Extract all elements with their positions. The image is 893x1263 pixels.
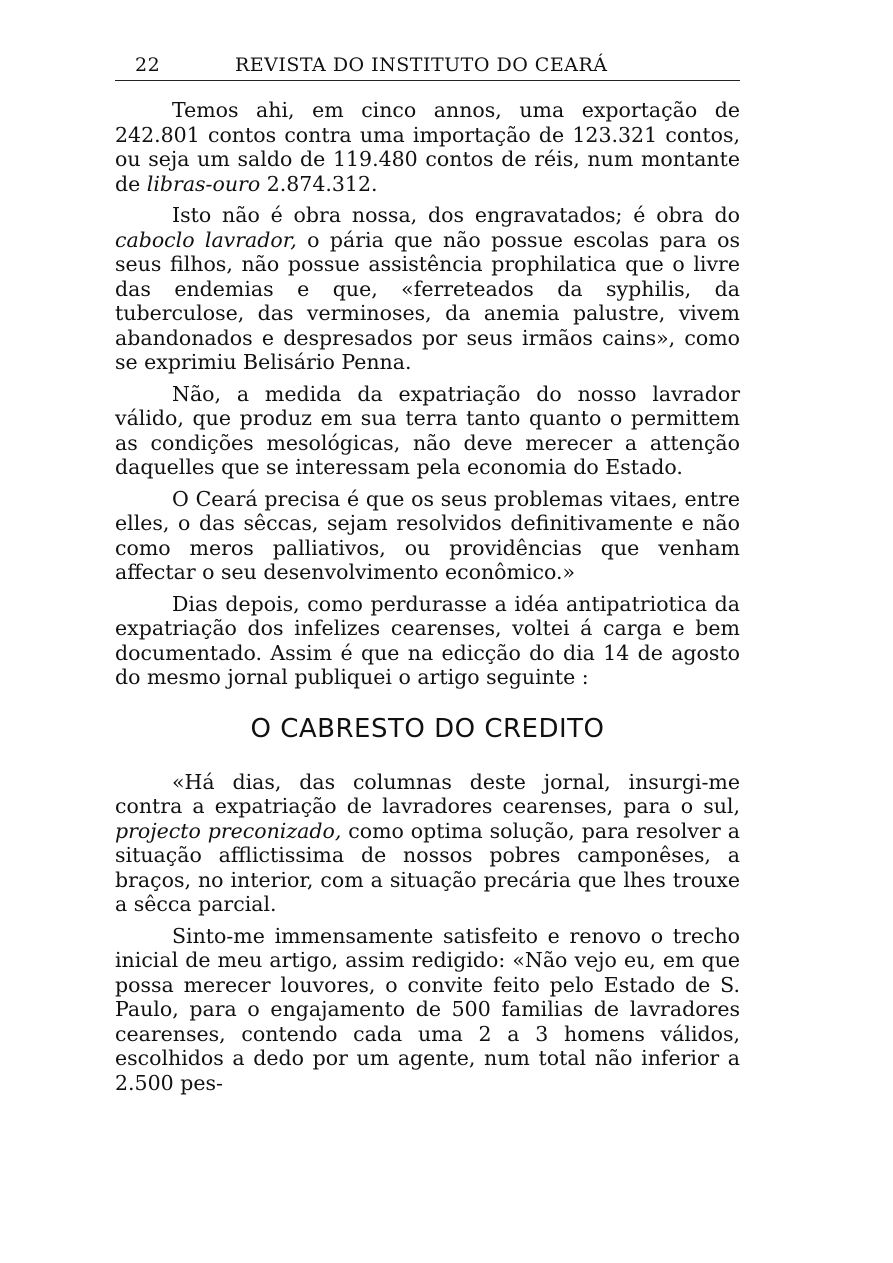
paragraph-7: Sinto-me immensamente satisfeito e renovo o trecho inicial de meu artigo, assim redigido: «Não vejo eu, em que possa merecer louvores, o convite feito pelo Estado de S. Paulo, para o engajamento de 500 familias de lavradores cearenses, contendo cada uma 2 a 3 homens válidos, escolhidos a dedo por um agente, num total não inferior a 2.500 pes- bbox=[115, 923, 740, 1095]
text-run: «Há dias, das columnas deste jornal, insurgi-me contra a expatriação de lavradores cearenses, para o sul, bbox=[115, 769, 740, 818]
text-run: 2.874.312. bbox=[260, 171, 378, 196]
text-run: o pária que não possue escolas para os seus filhos, não possue assistência prophilatica que o livre das endemias e que, «ferreteados da syphilis, da tuberculose, das verminoses, da anemia palustre, vivem abandonados e despresados por seus irmãos cains», como se exprimiu Belisário Penna. bbox=[115, 227, 740, 374]
running-title: REVISTA DO INSTITUTO DO CEARÁ bbox=[235, 54, 608, 76]
paragraph-6 bbox=[115, 770, 740, 917]
text-run: Isto não é obra nossa, dos engravatados; é obra do bbox=[172, 203, 740, 227]
italic-run: projecto preconizado, bbox=[115, 818, 342, 843]
paragraph-4: O Ceará precisa é que os seus problemas vitaes, entre elles, o das sêccas, sejam resolvidos definitivamente e não como meros palliativos, ou providências que venham affectar o seu desenvolvimento econômico.» bbox=[115, 486, 740, 584]
running-header bbox=[115, 54, 740, 81]
text-run: Temos ahi, em cinco annos, uma exportação de 242.801 contos contra uma importação de 123.321 contos, ou seja um saldo de 119.480 contos de réis, num montante de bbox=[115, 98, 740, 196]
italic-run: libras-ouro bbox=[146, 171, 261, 196]
section-heading: O CABRESTO DO CREDITO bbox=[250, 713, 605, 744]
paragraph-3: Não, a medida da expatriação do nosso lavrador válido, que produz em sua terra tanto quanto o permittem as condições mesológicas, não deve merecer a attenção daquelles que se interessam pela economia do Estado. bbox=[115, 381, 740, 479]
paragraph-1 bbox=[115, 98, 740, 196]
paragraph-2 bbox=[115, 203, 740, 375]
italic-run: caboclo lavrador, bbox=[115, 227, 297, 252]
body-text bbox=[115, 98, 740, 1095]
page-number: 22 bbox=[135, 54, 161, 76]
paragraph-5: Dias depois, como perdurasse a idéa antipatriotica da expatriação dos infelizes cearenses, voltei á carga e bem documentado. Assim é que na edicção do dia 14 de agosto do mesmo jornal publiquei o artigo seguinte : bbox=[115, 591, 740, 689]
text-run: como optima solução, para resolver a situação afflictissima de nossos pobres camponêses, a braços, no interior, com a situação precária que lhes trouxe a sêcca parcial. bbox=[115, 818, 740, 916]
